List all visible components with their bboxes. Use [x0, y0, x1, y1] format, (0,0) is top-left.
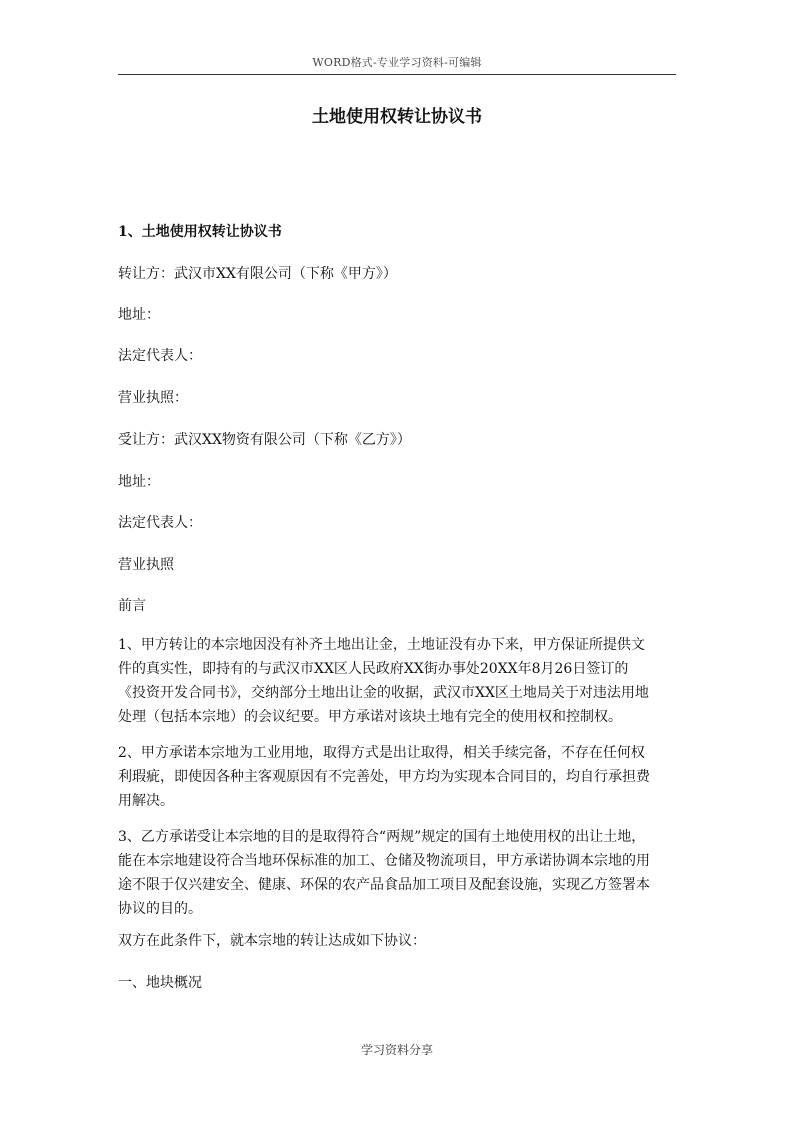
paragraph-line: 件的真实性，即持有的与武汉市XX区人民政府XX街办事处20XX年8月26日签订的	[118, 661, 629, 677]
agreement-intro: 双方在此条件下，就本宗地的转让达成如下协议：	[118, 933, 426, 949]
party-b-address: 地址：	[118, 474, 160, 490]
party-b-license: 营业执照	[118, 557, 174, 573]
party-a-license: 营业执照：	[118, 390, 188, 406]
paragraph-line: 用解决。	[118, 793, 174, 809]
party-b-transferee: 受让方：武汉XX物资有限公司（下称《乙方》）	[118, 432, 411, 448]
paragraph-line: 协议的目的。	[118, 901, 202, 917]
party-a-address: 地址：	[118, 307, 160, 323]
page-header: WORD格式-专业学习资料-可编辑	[312, 56, 482, 69]
article-one-heading: 一、地块概况	[118, 975, 202, 991]
paragraph-line: 能在本宗地建设符合当地环保标准的加工、仓储及物流项目，甲方承诺协调本宗地的用	[118, 853, 650, 869]
page-footer: 学习资料分享	[360, 1043, 433, 1057]
paragraph-line: 途不限于仅兴建安全、健康、环保的农产品食品加工项目及配套设施，实现乙方签署本	[118, 877, 650, 893]
paragraph-line: 3、乙方承诺受让本宗地的目的是取得符合“两规”规定的国有土地使用权的出让土地，	[118, 829, 646, 845]
paragraph-line: 处理（包括本宗地）的会议纪要。甲方承诺对该块土地有完全的使用权和控制权。	[118, 709, 622, 725]
paragraph-line: 2、甲方承诺本宗地为工业用地，取得方式是出让取得，相关手续完备，不存在任何权	[118, 745, 645, 761]
section-heading: 1、土地使用权转让协议书	[118, 224, 282, 240]
preface-heading: 前言	[118, 598, 146, 614]
clause-paragraph-1	[118, 633, 678, 729]
party-b-legal-rep: 法定代表人：	[118, 515, 202, 531]
party-a-legal-rep: 法定代表人：	[118, 348, 202, 364]
clause-paragraph-3	[118, 825, 678, 921]
paragraph-line: 利瑕疵，即使因各种主客观原因有不完善处，甲方均为实现本合同目的，均自行承担费	[118, 769, 650, 785]
header-divider	[118, 74, 676, 75]
party-a-transferor: 转让方：武汉市XX有限公司（下称《甲方》）	[118, 266, 397, 282]
document-title: 土地使用权转让协议书	[312, 107, 482, 127]
paragraph-line: 1、甲方转让的本宗地因没有补齐土地出让金，土地证没有办下来，甲方保证所提供文	[118, 637, 645, 653]
paragraph-line: 《投资开发合同书》，交纳部分土地出让金的收据，武汉市XX区土地局关于对违法用地	[118, 685, 649, 701]
clause-paragraph-2	[118, 741, 678, 813]
